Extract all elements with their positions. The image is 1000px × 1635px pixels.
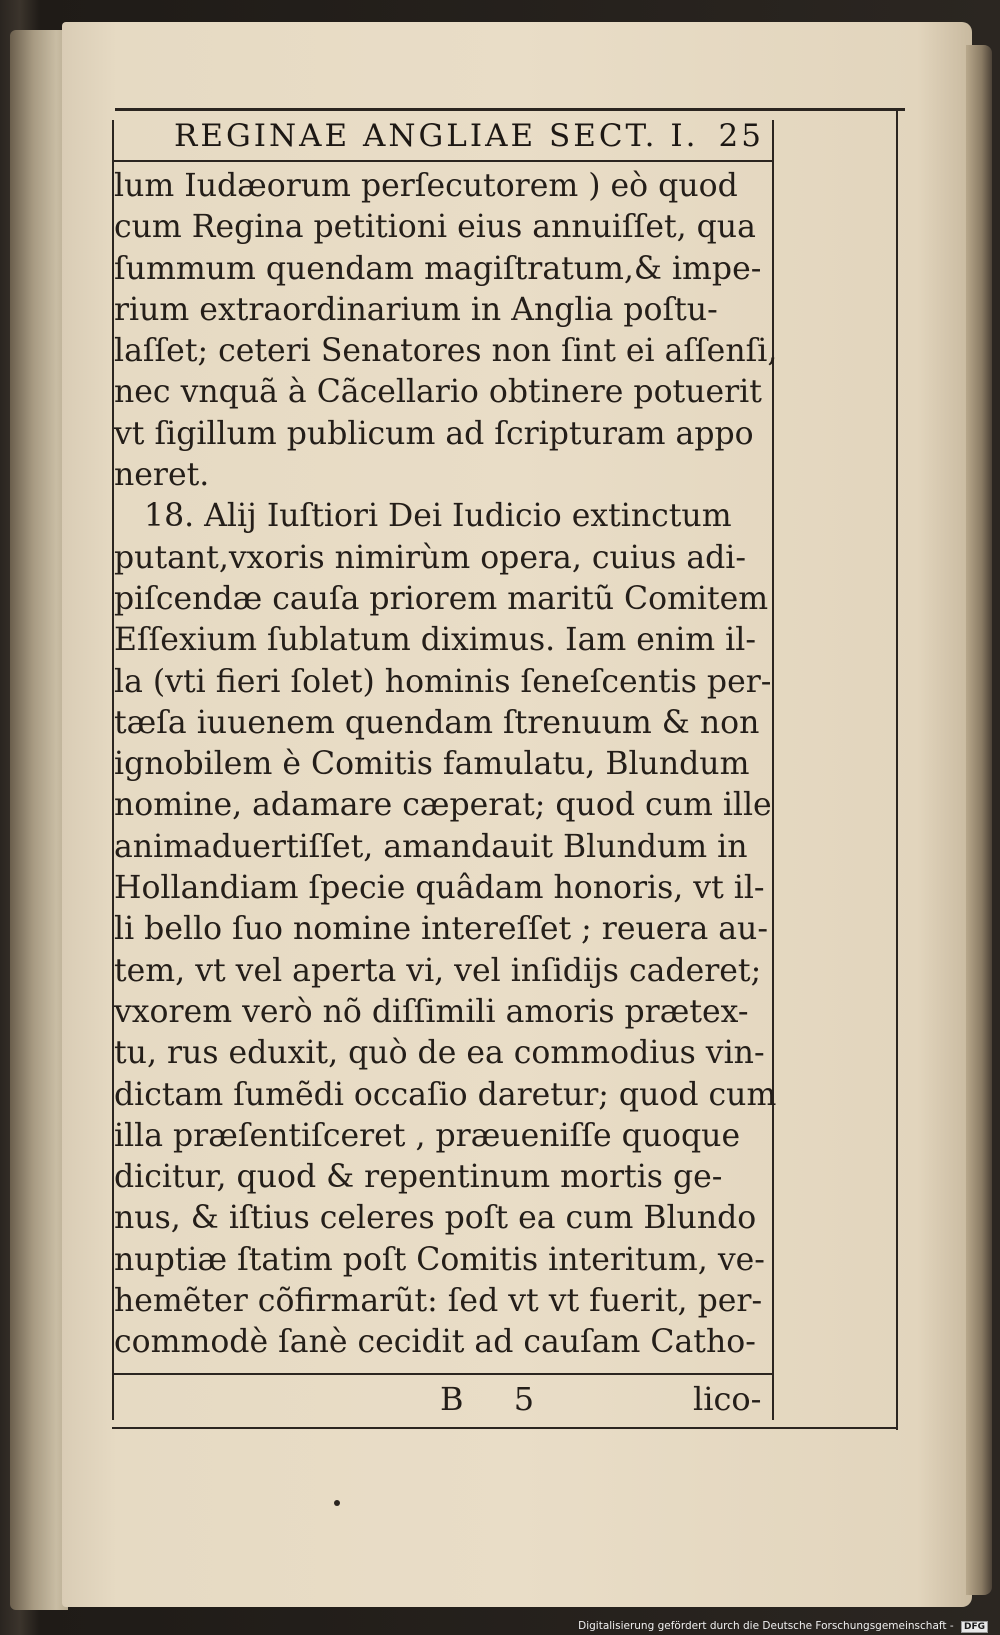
text-line: Eſſexium ſublatum diximus. Iam enim il- bbox=[114, 622, 756, 659]
text-line: tæſa iuuenem quendam ſtrenuum & non bbox=[114, 704, 760, 741]
text-line: illa præſentiſceret , præueniſſe quoque bbox=[114, 1117, 741, 1154]
text-line: tu, rus eduxit, quò de ea commodius vin- bbox=[114, 1035, 765, 1072]
page-number: 25 bbox=[718, 118, 764, 154]
text-line: cum Regina petitioni eius annuiſſet, qua bbox=[114, 209, 756, 246]
text-line: ignobilem è Comitis famulatu, Blundum bbox=[114, 746, 750, 783]
text-line: ſummum quendam magiſtratum,& impe- bbox=[114, 250, 762, 287]
ink-dot bbox=[334, 1500, 340, 1506]
text-line: li bello ſuo nomine intereſſet ; reuera au- bbox=[114, 911, 768, 948]
text-line: vt ſigillum publicum ad ſcripturam appo bbox=[114, 415, 754, 452]
outer-right-rule bbox=[896, 110, 898, 1430]
text-line: dictam ſumẽdi occaſio daretur; quod cum bbox=[114, 1076, 777, 1113]
text-line: hemẽter cõfirmarũt: ſed vt vt fuerit, per- bbox=[114, 1283, 763, 1320]
text-line: Hollandiam ſpecie quâdam honoris, vt il- bbox=[114, 870, 765, 907]
bottom-outer-rule bbox=[112, 1427, 898, 1429]
text-line: nuptiæ ſtatim poſt Comitis interitum, ve- bbox=[114, 1241, 765, 1278]
text-line: 18. Alij Iuſtiori Dei Iudicio extinctum bbox=[114, 498, 732, 535]
bottom-rule bbox=[112, 1373, 774, 1375]
text-line: piſcendæ cauſa priorem maritũ Comitem bbox=[114, 580, 769, 617]
text-line: rium extraordinarium in Anglia poſtu- bbox=[114, 291, 718, 328]
signature-mark: B 5 bbox=[440, 1380, 555, 1418]
text-line: laſſet; ceteri Senatores non ſint ei aſſenſi, bbox=[114, 333, 778, 370]
text-line: dicitur, quod & repentinum mortis ge- bbox=[114, 1159, 723, 1196]
running-head: REGINAE ANGLIAE SECT. I. bbox=[174, 118, 699, 154]
text-line: neret. bbox=[114, 457, 210, 494]
right-page-edge bbox=[966, 45, 992, 1595]
text-line: putant,vxoris nimirùm opera, cuius adi- bbox=[114, 539, 746, 576]
header-rule bbox=[114, 160, 772, 162]
text-line: animaduertiſſet, amandauit Blundum in bbox=[114, 828, 748, 865]
text-line: nomine, adamare cæperat; quod cum ille bbox=[114, 787, 772, 824]
credit-text: Digitalisierung gefördert durch die Deutsche Forschungsgemeinschaft - bbox=[578, 1620, 954, 1632]
dfg-logo-icon: DFG bbox=[961, 1621, 988, 1633]
body-text bbox=[114, 166, 778, 1364]
text-line: nus, & iſtius celeres poſt ea cum Blundo bbox=[114, 1200, 757, 1237]
text-line: vxorem verò nõ diſſimili amoris prætex- bbox=[114, 993, 749, 1030]
left-page-edge bbox=[10, 30, 68, 1610]
digitization-credit bbox=[578, 1620, 988, 1633]
text-line: commodè ſanè cecidit ad cauſam Catho- bbox=[114, 1324, 756, 1361]
text-line: lum Iudæorum perſecutorem ) eò quod bbox=[114, 168, 738, 204]
text-line: nec vnquã à Cãcellario obtinere potuerit bbox=[114, 374, 762, 411]
top-rule bbox=[115, 108, 905, 111]
text-line: tem, vt vel aperta vi, vel inſidijs caderet; bbox=[114, 952, 762, 989]
page-header bbox=[122, 114, 772, 160]
text-line: la (vti fieri ſolet) hominis ſeneſcentis per- bbox=[114, 663, 772, 700]
catchword: lico- bbox=[693, 1380, 762, 1418]
